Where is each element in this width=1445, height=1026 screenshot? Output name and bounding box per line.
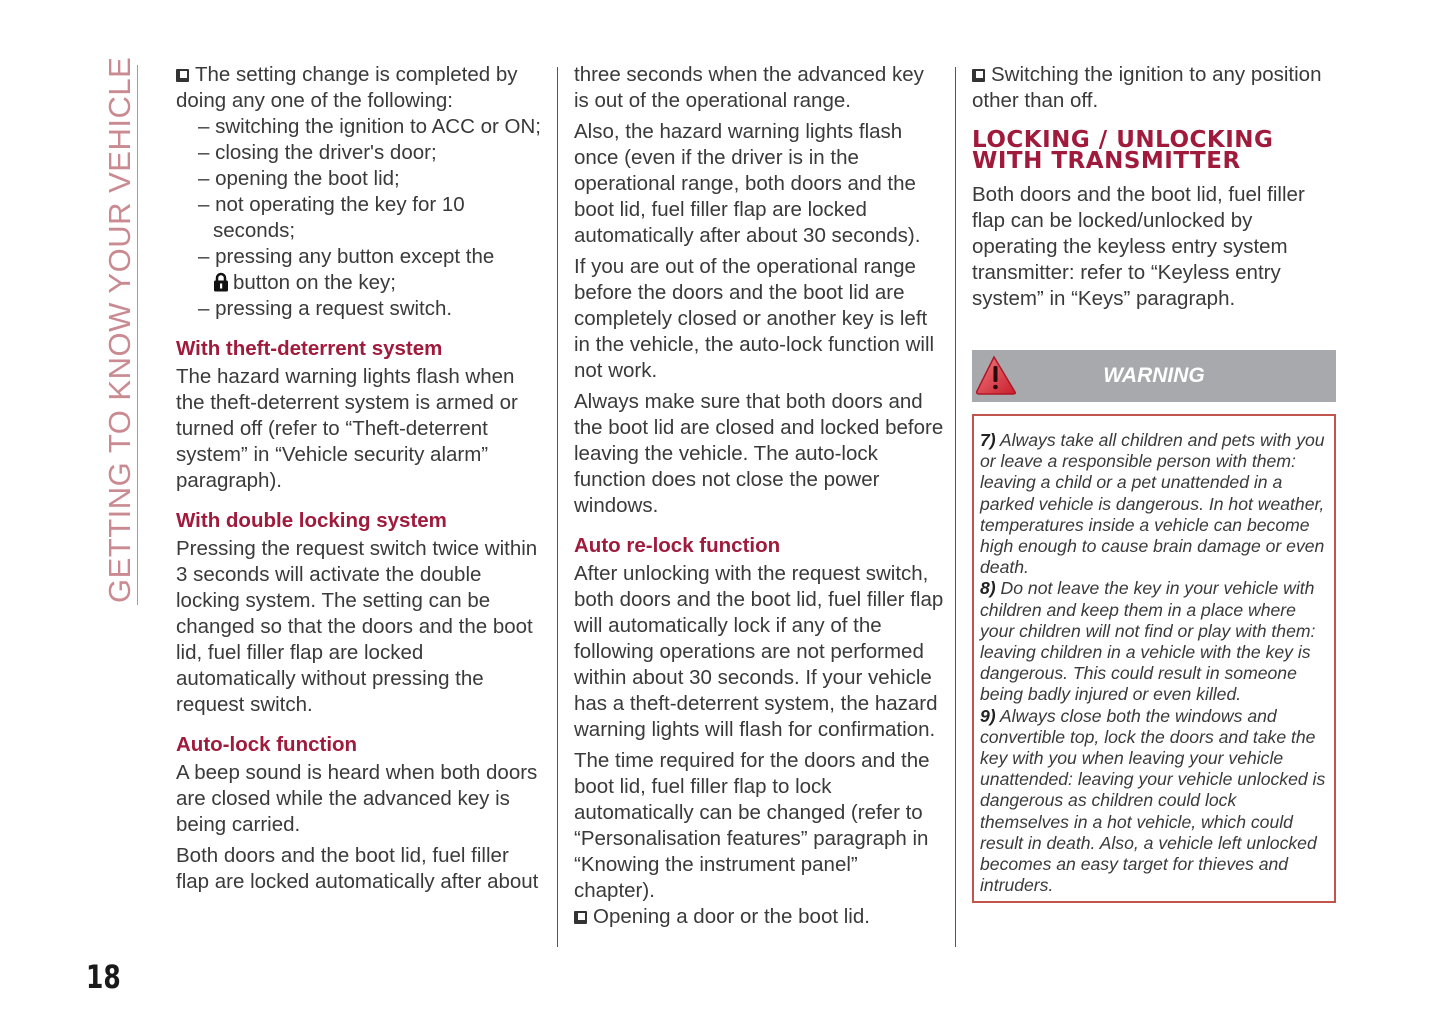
lock-icon [213,272,229,292]
column-1 [176,62,546,900]
paragraph: Pressing the request switch twice within 3 seconds will activate the double locking system. The setting can be changed so that the doors and the boot lid, fuel filler flap are locked automatically without pressing the request switch. [176,537,538,716]
paragraph: After unlocking with the request switch, both doors and the boot lid, fuel filler flap will automatically lock if any of the following operations are not performed within about 30 seconds. If your vehicle has a theft-deterrent system, the hazard warning lights will flash for confirmation. [574,562,944,741]
column-divider [955,67,956,947]
list-item: – closing the driver's door; [198,141,437,164]
column-divider [557,67,558,947]
warning-label: WARNING [1103,364,1205,387]
heading-double-locking: With double locking system [176,509,447,532]
chapter-side-title [100,56,140,603]
warning-box [972,414,1336,903]
paragraph: Always make sure that both doors and the boot lid are closed and locked before leaving the vehicle. The auto-lock function does not close the power windows. [574,390,944,517]
list-item: – not operating the key for 10 seconds; [198,193,465,242]
list-item: – opening the boot lid; [198,167,400,190]
paragraph: If you are out of the operational range before the doors and the boot lid are completely closed or another key is left in the vehicle, the auto-lock function will not work. [574,255,935,382]
completion-list [176,114,546,322]
paragraph: Both doors and the boot lid, fuel filler flap are locked automatically after about [176,844,539,893]
side-title-rule [137,65,138,605]
warning-item: 8) Do not leave the key in your vehicle with children and keep them in a place where your children will not find or play with them: leaving children in a vehicle with the key is dangerous. This could result in someone being badly injured or even killed. [980,578,1316,705]
paragraph: three seconds when the advanced key is out of the operational range. [574,63,924,112]
heading-theft-deterrent: With theft-deterrent system [176,337,443,360]
bullet-paragraph: Opening a door or the boot lid. [574,904,944,930]
warning-header [972,350,1336,402]
paragraph: Both doors and the boot lid, fuel filler flap can be locked/unlocked by operating the keyless entry system transmitter: refer to “Keyless entry system” in “Keys” paragraph. [972,183,1305,310]
box-bullet-icon [972,69,985,82]
box-bullet-icon [176,69,189,82]
section-heading: LOCKING / UNLOCKING WITH TRANSMITTER [972,127,1274,174]
paragraph: A beep sound is heard when both doors are closed while the advanced key is being carried. [176,761,538,836]
list-item: – pressing any button except the button on the key; [198,245,495,294]
column-2 [574,62,944,935]
bullet-paragraph: Switching the ignition to any position other than off. [972,63,1322,112]
paragraph: The time required for the doors and the boot lid, fuel filler flap to lock automatically can be changed (refer to “Personalisation features” paragraph in “Knowing the instrument panel” chapter). [574,749,930,902]
intro-paragraph: The setting change is completed by doing any one of the following: [176,63,518,112]
heading-auto-relock: Auto re-lock function [574,534,781,557]
warning-item: 7) Always take all children and pets with you or leave a responsible person with them: leaving a child or a pet unattended in a parked vehicle is dangerous. In hot weather, temperatures inside a vehicle can become high enough to cause brain damage or even death. [980,430,1325,578]
heading-auto-lock: Auto-lock function [176,733,358,756]
warning-item: 9) Always close both the windows and convertible top, lock the doors and take the key with you when leaving your vehicle unattended: leaving your vehicle unlocked is dangerous as children could lock themselves in a hot vehicle, which could result in death. Also, a vehicle left unlocked becomes an easy target for thieves and intruders. [980,705,1326,896]
chapter-title-text: GETTING TO KNOW YOUR VEHICLE [102,56,137,603]
list-item: – pressing a request switch. [198,297,453,320]
paragraph: The hazard warning lights flash when the theft-deterrent system is armed or turned off (refer to “Theft-deterrent system” in “Vehicle security alarm” paragraph). [176,365,518,492]
paragraph: Also, the hazard warning lights flash once (even if the driver is in the operational range, both doors and the boot lid, fuel filler flap are locked automatically after about 30 seconds). [574,120,921,247]
box-bullet-icon [574,911,587,924]
column-3 [972,62,1336,317]
list-item: – switching the ignition to ACC or ON; [198,115,541,138]
page-number: 18 [86,958,121,996]
